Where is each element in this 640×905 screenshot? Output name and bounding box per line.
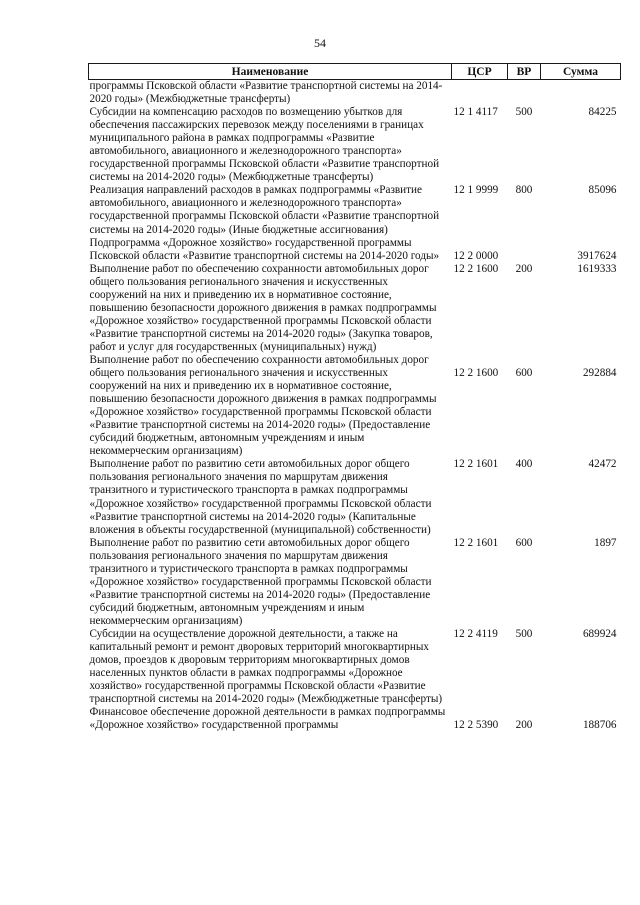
row-csr: 12 2 5390 — [453, 719, 499, 732]
row-csr — [452, 80, 508, 107]
row-vr: 400 — [515, 458, 533, 471]
row-csr: 12 2 4119 — [453, 627, 498, 640]
row-csr: 12 1 4117 — [453, 106, 498, 119]
row-vr: 600 — [515, 536, 533, 549]
row-sum — [541, 80, 621, 107]
row-name: Финансовое обеспечение дорожной деятельности в рамках подпрограммы «Дорожное хозяйство» государственной программы — [89, 706, 446, 732]
table-row — [89, 354, 621, 458]
header-csr: ЦСР — [452, 64, 508, 80]
row-name: Подпрограмма «Дорожное хозяйство» государственной программы Псковской области «Развитие транспортной системы на 2014-2020 годы» — [89, 236, 440, 262]
row-csr: 12 2 1600 — [453, 262, 499, 275]
row-sum: 292884 — [582, 366, 617, 379]
row-csr: 12 2 0000 — [453, 249, 499, 262]
table-row — [89, 706, 621, 732]
row-vr: 800 — [515, 184, 533, 197]
row-name: Субсидии на осуществление дорожной деятельности, а также на капитальный ремонт и ремонт дворовых территорий многоквартирных домов, проездов к дворовым территориям многоквартирных домов населенных пунктов области в рамках подпрограммы «Дорожное хозяйство» государственной программы Псковской области «Развитие транспортной системы на 2014-2020 годы» (Межбюджетные трансферты) — [89, 627, 443, 706]
row-sum: 3917624 — [577, 249, 617, 262]
row-sum: 188706 — [582, 719, 617, 732]
row-vr: 500 — [515, 106, 533, 119]
table-row — [89, 458, 621, 536]
row-vr — [508, 237, 541, 263]
header-sum: Сумма — [541, 64, 621, 80]
page-number: 54 — [314, 36, 326, 50]
row-vr: 200 — [515, 262, 533, 275]
table-row — [89, 106, 621, 184]
row-vr — [508, 80, 541, 107]
table-row — [89, 184, 621, 236]
header-row — [89, 64, 621, 80]
row-csr: 12 2 1601 — [453, 458, 499, 471]
row-name: Субсидии на компенсацию расходов по возмещению убытков для обеспечения пассажирских перевозок между поселениями в границах муниципального района в рамках подпрограммы «Развитие автомобильного, авиационного и железнодорожного транспорта» государственной программы Псковской области «Развитие транспортной системы на 2014-2020 годы» (Межбюджетные трансферты) — [89, 106, 440, 184]
header-name: Наименование — [89, 64, 452, 80]
row-sum: 84225 — [588, 106, 617, 119]
row-csr: 12 1 9999 — [453, 184, 499, 197]
table-row — [89, 237, 621, 263]
table-header — [89, 64, 621, 80]
row-vr: 600 — [515, 366, 533, 379]
row-csr: 12 2 1601 — [453, 536, 499, 549]
table-row — [89, 537, 621, 628]
row-name: программы Псковской области «Развитие транспортной системы на 2014-2020 годы» (Межбюджетные трансферты) — [89, 80, 443, 106]
table-body — [89, 80, 621, 733]
table-row — [89, 628, 621, 706]
row-name: Выполнение работ по обеспечению сохранности автомобильных дорог общего пользования регионального значения и искусственных сооружений на них и приведению их в нормативное состояние, повышению безопасности дорожного движения в рамках подпрограммы «Дорожное хозяйство» государственной программы Псковской области «Развитие транспортной системы на 2014-2020 годы» (Закупка товаров, работ и услуг для государственных (муниципальных) нужд) — [89, 262, 437, 353]
row-vr: 200 — [515, 719, 533, 732]
row-name: Выполнение работ по обеспечению сохранности автомобильных дорог общего пользования регионального значения и искусственных сооружений на них и приведению их в нормативное состояние, повышению безопасности дорожного движения в рамках подпрограммы «Дорожное хозяйство» государственной программы Псковской области «Развитие транспортной системы на 2014-2020 годы» (Предоставление субсидий бюджетным, автономным учреждениям и иным некоммерческим организациям) — [89, 353, 437, 458]
row-vr: 500 — [515, 627, 533, 640]
row-name: Реализация направлений расходов в рамках подпрограммы «Развитие автомобильного, авиационного и железнодорожного транспорта» государственной программы Псковской области «Развитие транспортной системы на 2014-2020 годы» (Иные бюджетные ассигнования) — [89, 184, 440, 236]
row-csr: 12 2 1600 — [453, 366, 499, 379]
budget-table — [88, 63, 621, 732]
row-sum: 689924 — [582, 627, 617, 640]
row-sum: 85096 — [588, 184, 617, 197]
row-name: Выполнение работ по развитию сети автомобильных дорог общего пользования регионального значения по маршрутам движения транзитного и туристического транспорта в рамках подпрограммы «Дорожное хозяйство» государственной программы Псковской области «Развитие транспортной системы на 2014-2020 годы» (Предоставление субсидий бюджетным, автономным учреждениям и иным некоммерческим организациям) — [89, 536, 432, 627]
row-sum: 1897 — [594, 536, 617, 549]
row-sum: 1619333 — [577, 262, 617, 275]
row-name: Выполнение работ по развитию сети автомобильных дорог общего пользования регионального значения по маршрутам движения транзитного и туристического транспорта в рамках подпрограммы «Дорожное хозяйство» государственной программы Псковской области «Развитие транспортной системы на 2014-2020 годы» (Капитальные вложения в объекты государственной (муниципальной) собственности) — [89, 458, 432, 536]
table-row — [89, 263, 621, 354]
header-vr: ВР — [508, 64, 541, 80]
row-sum: 42472 — [588, 458, 617, 471]
table-row — [89, 80, 621, 107]
